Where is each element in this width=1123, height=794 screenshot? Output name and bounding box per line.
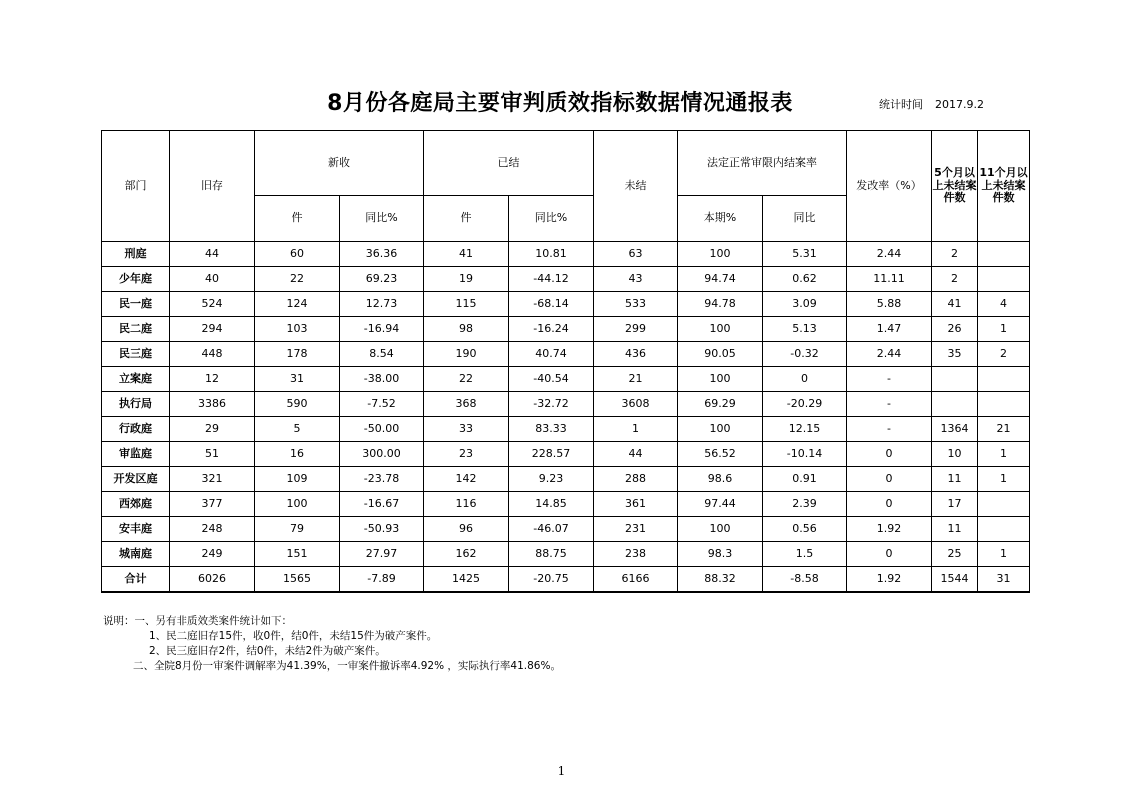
cell-new: 5	[255, 417, 340, 442]
subheader-new-count: 件	[255, 196, 340, 242]
cell-closed: 19	[424, 267, 509, 292]
stat-time-value: 2017.9.2	[935, 98, 984, 111]
cell-pending: 436	[594, 342, 678, 367]
cell-over11: 4	[978, 292, 1030, 317]
cell-new: 60	[255, 242, 340, 267]
cell-old: 44	[170, 242, 255, 267]
cell-old: 29	[170, 417, 255, 442]
cell-closed-yoy: 228.57	[509, 442, 594, 467]
cell-rate: 69.29	[678, 392, 763, 417]
cell-dept: 民二庭	[102, 317, 170, 342]
cell-dept: 安丰庭	[102, 517, 170, 542]
cell-rate-yoy: 0.62	[763, 267, 847, 292]
cell-dept: 民三庭	[102, 342, 170, 367]
cell-old: 3386	[170, 392, 255, 417]
cell-new: 1565	[255, 567, 340, 593]
cell-pending: 238	[594, 542, 678, 567]
note-line: 2、民三庭旧存2件，结0件，未结2件为破产案件。	[149, 645, 386, 657]
cell-dept: 少年庭	[102, 267, 170, 292]
cell-new-yoy: -23.78	[340, 467, 424, 492]
cell-new-yoy: -7.89	[340, 567, 424, 593]
cell-rate-yoy: 3.09	[763, 292, 847, 317]
cell-old: 248	[170, 517, 255, 542]
cell-rate: 94.78	[678, 292, 763, 317]
cell-new: 31	[255, 367, 340, 392]
table-row	[102, 392, 1030, 417]
report-title: 8月份各庭局主要审判质效指标数据情况通报表	[327, 91, 793, 116]
report-table	[101, 130, 1030, 593]
cell-new: 22	[255, 267, 340, 292]
cell-old: 249	[170, 542, 255, 567]
cell-pending: 3608	[594, 392, 678, 417]
table-row	[102, 267, 1030, 292]
note-line: 二、全院8月份一审案件调解率为41.39%，一审案件撤诉率4.92% ，实际执行率41.86%。	[133, 660, 561, 672]
cell-over11: 1	[978, 467, 1030, 492]
cell-over11: 1	[978, 542, 1030, 567]
table-row	[102, 367, 1030, 392]
table-row	[102, 542, 1030, 567]
cell-over11	[978, 242, 1030, 267]
cell-closed-yoy: -46.07	[509, 517, 594, 542]
cell-over5: 41	[932, 292, 978, 317]
cell-rate: 88.32	[678, 567, 763, 593]
cell-new: 590	[255, 392, 340, 417]
cell-pending: 361	[594, 492, 678, 517]
cell-new-yoy: -7.52	[340, 392, 424, 417]
cell-over5: 17	[932, 492, 978, 517]
cell-rate-yoy: 5.31	[763, 242, 847, 267]
cell-over11	[978, 367, 1030, 392]
cell-dept: 执行局	[102, 392, 170, 417]
cell-old: 51	[170, 442, 255, 467]
cell-rate: 90.05	[678, 342, 763, 367]
cell-over5: 1364	[932, 417, 978, 442]
cell-rate-yoy: -8.58	[763, 567, 847, 593]
cell-closed: 142	[424, 467, 509, 492]
cell-over11: 2	[978, 342, 1030, 367]
cell-over5: 25	[932, 542, 978, 567]
cell-closed: 162	[424, 542, 509, 567]
cell-new: 124	[255, 292, 340, 317]
table-row	[102, 342, 1030, 367]
subheader-new-yoy: 同比%	[340, 196, 424, 242]
cell-old: 294	[170, 317, 255, 342]
cell-pending: 44	[594, 442, 678, 467]
cell-rate: 98.6	[678, 467, 763, 492]
cell-remand: 1.47	[847, 317, 932, 342]
cell-rate: 100	[678, 417, 763, 442]
cell-remand: -	[847, 367, 932, 392]
table-row	[102, 517, 1030, 542]
cell-new-yoy: 12.73	[340, 292, 424, 317]
cell-rate-yoy: 1.5	[763, 542, 847, 567]
cell-pending: 299	[594, 317, 678, 342]
cell-new: 151	[255, 542, 340, 567]
header-dept: 部门	[102, 131, 170, 242]
cell-over11: 31	[978, 567, 1030, 593]
cell-pending: 63	[594, 242, 678, 267]
cell-over5	[932, 367, 978, 392]
header-remand: 发改率（%）	[847, 131, 932, 242]
cell-new-yoy: -16.94	[340, 317, 424, 342]
table-row	[102, 417, 1030, 442]
cell-rate: 98.3	[678, 542, 763, 567]
table-row	[102, 567, 1030, 593]
cell-remand: 11.11	[847, 267, 932, 292]
cell-over5: 11	[932, 517, 978, 542]
cell-new-yoy: 27.97	[340, 542, 424, 567]
cell-over11	[978, 267, 1030, 292]
cell-rate-yoy: 0.91	[763, 467, 847, 492]
cell-dept: 立案庭	[102, 367, 170, 392]
cell-closed: 190	[424, 342, 509, 367]
cell-pending: 6166	[594, 567, 678, 593]
cell-pending: 1	[594, 417, 678, 442]
cell-dept: 刑庭	[102, 242, 170, 267]
cell-new-yoy: 36.36	[340, 242, 424, 267]
cell-remand: 2.44	[847, 342, 932, 367]
cell-rate-yoy: -20.29	[763, 392, 847, 417]
stat-time	[879, 96, 984, 112]
cell-old: 6026	[170, 567, 255, 593]
cell-rate: 100	[678, 367, 763, 392]
header-new: 新收	[255, 131, 424, 196]
cell-closed-yoy: -20.75	[509, 567, 594, 593]
cell-over5: 2	[932, 242, 978, 267]
cell-rate: 56.52	[678, 442, 763, 467]
cell-over5	[932, 392, 978, 417]
cell-rate: 100	[678, 242, 763, 267]
header-legal-rate: 法定正常审限内结案率	[678, 131, 847, 196]
cell-closed: 96	[424, 517, 509, 542]
cell-remand: 0	[847, 492, 932, 517]
table-row	[102, 317, 1030, 342]
cell-new: 103	[255, 317, 340, 342]
cell-closed: 1425	[424, 567, 509, 593]
cell-new: 109	[255, 467, 340, 492]
cell-over11: 21	[978, 417, 1030, 442]
cell-closed-yoy: -68.14	[509, 292, 594, 317]
cell-dept: 西郊庭	[102, 492, 170, 517]
table-row	[102, 242, 1030, 267]
header-over11: 11个月以上未结案件数	[978, 131, 1030, 242]
cell-remand: 1.92	[847, 517, 932, 542]
cell-new-yoy: -50.93	[340, 517, 424, 542]
cell-closed: 115	[424, 292, 509, 317]
cell-closed-yoy: 83.33	[509, 417, 594, 442]
subheader-rate-current: 本期%	[678, 196, 763, 242]
cell-over11: 1	[978, 317, 1030, 342]
cell-over11	[978, 517, 1030, 542]
note-line: 1、民二庭旧存15件，收0件，结0件，未结15件为破产案件。	[149, 630, 438, 642]
cell-rate-yoy: 2.39	[763, 492, 847, 517]
cell-rate-yoy: 0.56	[763, 517, 847, 542]
cell-rate: 97.44	[678, 492, 763, 517]
cell-remand: 0	[847, 467, 932, 492]
header-row	[102, 131, 1030, 196]
cell-over11: 1	[978, 442, 1030, 467]
cell-closed: 98	[424, 317, 509, 342]
cell-closed-yoy: -16.24	[509, 317, 594, 342]
cell-new: 100	[255, 492, 340, 517]
cell-remand: -	[847, 417, 932, 442]
cell-rate-yoy: -10.14	[763, 442, 847, 467]
cell-closed: 116	[424, 492, 509, 517]
cell-dept: 城南庭	[102, 542, 170, 567]
cell-closed-yoy: -44.12	[509, 267, 594, 292]
cell-over5: 26	[932, 317, 978, 342]
cell-new: 178	[255, 342, 340, 367]
cell-pending: 231	[594, 517, 678, 542]
cell-pending: 288	[594, 467, 678, 492]
cell-rate: 100	[678, 517, 763, 542]
stat-time-label: 统计时间	[879, 98, 923, 111]
notes	[103, 614, 561, 674]
cell-closed: 368	[424, 392, 509, 417]
cell-old: 524	[170, 292, 255, 317]
cell-rate-yoy: -0.32	[763, 342, 847, 367]
cell-old: 40	[170, 267, 255, 292]
cell-old: 377	[170, 492, 255, 517]
cell-dept: 审监庭	[102, 442, 170, 467]
cell-remand: -	[847, 392, 932, 417]
cell-over5: 11	[932, 467, 978, 492]
cell-closed-yoy: -32.72	[509, 392, 594, 417]
cell-new: 79	[255, 517, 340, 542]
cell-old: 12	[170, 367, 255, 392]
header-pending: 未结	[594, 131, 678, 242]
cell-dept: 行政庭	[102, 417, 170, 442]
cell-new-yoy: -50.00	[340, 417, 424, 442]
cell-remand: 0	[847, 542, 932, 567]
cell-dept: 开发区庭	[102, 467, 170, 492]
cell-dept: 民一庭	[102, 292, 170, 317]
cell-pending: 43	[594, 267, 678, 292]
cell-closed-yoy: 10.81	[509, 242, 594, 267]
cell-closed-yoy: 14.85	[509, 492, 594, 517]
table-row	[102, 442, 1030, 467]
cell-closed: 33	[424, 417, 509, 442]
cell-closed-yoy: 40.74	[509, 342, 594, 367]
cell-remand: 2.44	[847, 242, 932, 267]
cell-pending: 533	[594, 292, 678, 317]
cell-old: 321	[170, 467, 255, 492]
cell-over5: 35	[932, 342, 978, 367]
cell-rate: 94.74	[678, 267, 763, 292]
cell-new-yoy: 69.23	[340, 267, 424, 292]
note-line: 说明：一、另有非质效类案件统计如下：	[103, 615, 292, 627]
header-closed: 已结	[424, 131, 594, 196]
cell-closed-yoy: -40.54	[509, 367, 594, 392]
cell-new-yoy: 300.00	[340, 442, 424, 467]
cell-new-yoy: -16.67	[340, 492, 424, 517]
header-old: 旧存	[170, 131, 255, 242]
cell-over5: 2	[932, 267, 978, 292]
cell-closed-yoy: 88.75	[509, 542, 594, 567]
cell-old: 448	[170, 342, 255, 367]
cell-closed: 41	[424, 242, 509, 267]
cell-new-yoy: -38.00	[340, 367, 424, 392]
cell-dept: 合计	[102, 567, 170, 593]
cell-remand: 1.92	[847, 567, 932, 593]
cell-remand: 0	[847, 442, 932, 467]
cell-pending: 21	[594, 367, 678, 392]
cell-remand: 5.88	[847, 292, 932, 317]
subheader-closed-yoy: 同比%	[509, 196, 594, 242]
subheader-closed-count: 件	[424, 196, 509, 242]
table-row	[102, 292, 1030, 317]
table-row	[102, 467, 1030, 492]
page-number: 1	[557, 764, 566, 778]
cell-rate-yoy: 5.13	[763, 317, 847, 342]
cell-closed-yoy: 9.23	[509, 467, 594, 492]
cell-over11	[978, 392, 1030, 417]
cell-new-yoy: 8.54	[340, 342, 424, 367]
cell-rate: 100	[678, 317, 763, 342]
cell-rate-yoy: 0	[763, 367, 847, 392]
header-over5: 5个月以上未结案件数	[932, 131, 978, 242]
subheader-rate-yoy: 同比	[763, 196, 847, 242]
cell-rate-yoy: 12.15	[763, 417, 847, 442]
cell-closed: 22	[424, 367, 509, 392]
cell-over5: 1544	[932, 567, 978, 593]
cell-closed: 23	[424, 442, 509, 467]
table-row	[102, 492, 1030, 517]
cell-over5: 10	[932, 442, 978, 467]
cell-over11	[978, 492, 1030, 517]
cell-new: 16	[255, 442, 340, 467]
